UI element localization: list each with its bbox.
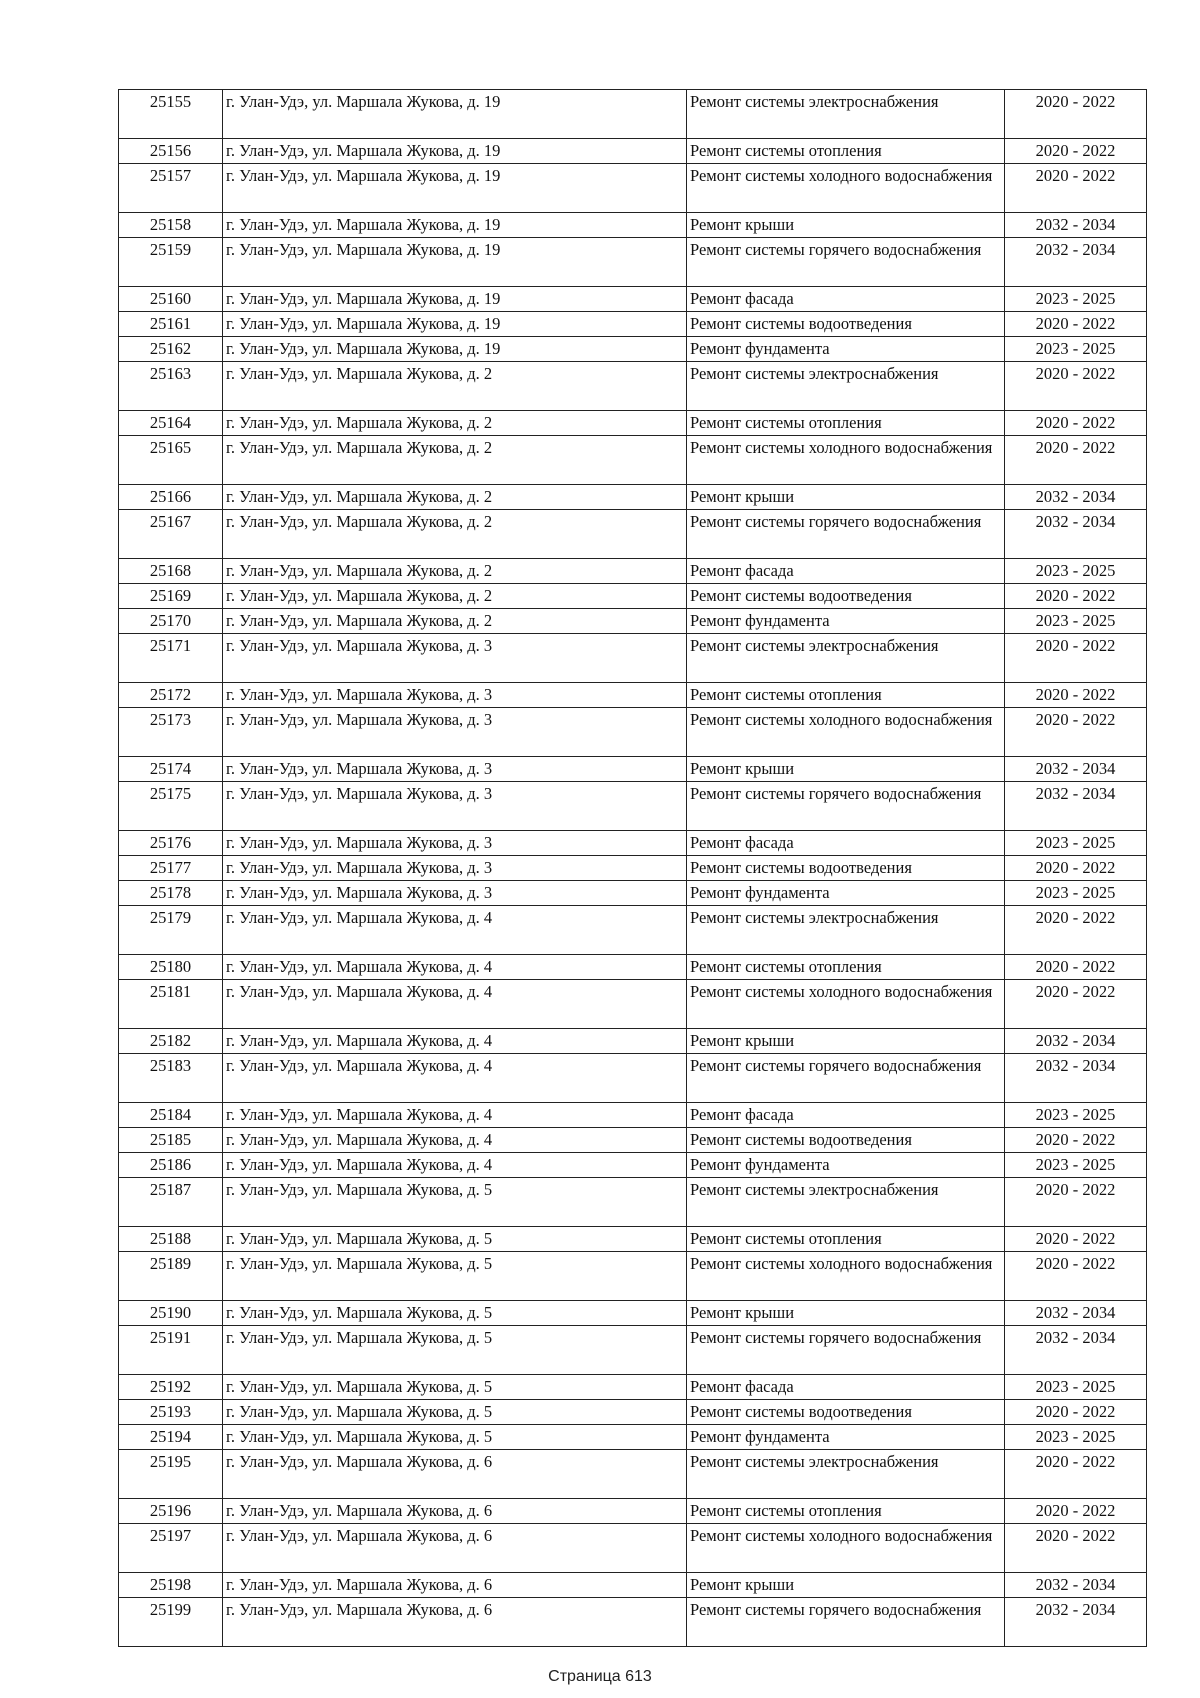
row-period: 2023 - 2025 — [1005, 831, 1147, 856]
row-address: г. Улан-Удэ, ул. Маршала Жукова, д. 5 — [223, 1227, 687, 1252]
row-number: 25167 — [119, 510, 223, 559]
row-address: г. Улан-Удэ, ул. Маршала Жукова, д. 4 — [223, 1128, 687, 1153]
row-number: 25183 — [119, 1054, 223, 1103]
row-address: г. Улан-Удэ, ул. Маршала Жукова, д. 3 — [223, 757, 687, 782]
table-row — [119, 1103, 1147, 1128]
row-address: г. Улан-Удэ, ул. Маршала Жукова, д. 2 — [223, 485, 687, 510]
row-work-type: Ремонт системы водоотведения — [687, 1128, 1005, 1153]
row-work-type: Ремонт фасада — [687, 831, 1005, 856]
row-period: 2020 - 2022 — [1005, 634, 1147, 683]
table-row — [119, 485, 1147, 510]
row-address: г. Улан-Удэ, ул. Маршала Жукова, д. 3 — [223, 856, 687, 881]
page-number: Страница 613 — [548, 1668, 652, 1685]
row-period: 2032 - 2034 — [1005, 757, 1147, 782]
row-address: г. Улан-Удэ, ул. Маршала Жукова, д. 6 — [223, 1450, 687, 1499]
table-row — [119, 90, 1147, 139]
row-period: 2032 - 2034 — [1005, 1598, 1147, 1647]
row-number: 25180 — [119, 955, 223, 980]
row-work-type: Ремонт системы холодного водоснабжения — [687, 1252, 1005, 1301]
table-row — [119, 584, 1147, 609]
row-period: 2023 - 2025 — [1005, 287, 1147, 312]
table-row — [119, 1400, 1147, 1425]
row-work-type: Ремонт системы отопления — [687, 683, 1005, 708]
row-work-type: Ремонт системы электроснабжения — [687, 906, 1005, 955]
row-work-type: Ремонт системы отопления — [687, 1227, 1005, 1252]
row-period: 2023 - 2025 — [1005, 1375, 1147, 1400]
row-period: 2023 - 2025 — [1005, 1103, 1147, 1128]
row-number: 25176 — [119, 831, 223, 856]
row-period: 2020 - 2022 — [1005, 683, 1147, 708]
row-work-type: Ремонт системы горячего водоснабжения — [687, 1326, 1005, 1375]
row-address: г. Улан-Удэ, ул. Маршала Жукова, д. 3 — [223, 782, 687, 831]
row-number: 25157 — [119, 164, 223, 213]
table-row — [119, 1524, 1147, 1573]
row-work-type: Ремонт фасада — [687, 287, 1005, 312]
row-work-type: Ремонт крыши — [687, 1573, 1005, 1598]
row-number: 25156 — [119, 139, 223, 164]
row-address: г. Улан-Удэ, ул. Маршала Жукова, д. 19 — [223, 238, 687, 287]
row-number: 25194 — [119, 1425, 223, 1450]
row-work-type: Ремонт системы водоотведения — [687, 1400, 1005, 1425]
row-work-type: Ремонт системы отопления — [687, 1499, 1005, 1524]
row-address: г. Улан-Удэ, ул. Маршала Жукова, д. 2 — [223, 411, 687, 436]
row-work-type: Ремонт крыши — [687, 1029, 1005, 1054]
row-work-type: Ремонт системы холодного водоснабжения — [687, 436, 1005, 485]
table-row — [119, 1326, 1147, 1375]
row-number: 25166 — [119, 485, 223, 510]
row-period: 2020 - 2022 — [1005, 436, 1147, 485]
table-row — [119, 1499, 1147, 1524]
row-period: 2020 - 2022 — [1005, 1128, 1147, 1153]
row-number: 25197 — [119, 1524, 223, 1573]
table-row — [119, 213, 1147, 238]
row-period: 2020 - 2022 — [1005, 584, 1147, 609]
row-period: 2023 - 2025 — [1005, 1153, 1147, 1178]
row-work-type: Ремонт системы отопления — [687, 955, 1005, 980]
row-address: г. Улан-Удэ, ул. Маршала Жукова, д. 5 — [223, 1301, 687, 1326]
row-work-type: Ремонт системы электроснабжения — [687, 634, 1005, 683]
row-work-type: Ремонт системы горячего водоснабжения — [687, 510, 1005, 559]
row-work-type: Ремонт системы горячего водоснабжения — [687, 238, 1005, 287]
row-period: 2020 - 2022 — [1005, 164, 1147, 213]
row-number: 25198 — [119, 1573, 223, 1598]
row-work-type: Ремонт фундамента — [687, 337, 1005, 362]
row-number: 25164 — [119, 411, 223, 436]
row-number: 25163 — [119, 362, 223, 411]
row-period: 2023 - 2025 — [1005, 559, 1147, 584]
row-number: 25177 — [119, 856, 223, 881]
row-address: г. Улан-Удэ, ул. Маршала Жукова, д. 6 — [223, 1499, 687, 1524]
row-period: 2020 - 2022 — [1005, 1524, 1147, 1573]
table-row — [119, 164, 1147, 213]
table-row — [119, 139, 1147, 164]
table-row — [119, 708, 1147, 757]
row-address: г. Улан-Удэ, ул. Маршала Жукова, д. 5 — [223, 1252, 687, 1301]
row-period: 2020 - 2022 — [1005, 90, 1147, 139]
row-address: г. Улан-Удэ, ул. Маршала Жукова, д. 5 — [223, 1375, 687, 1400]
row-address: г. Улан-Удэ, ул. Маршала Жукова, д. 19 — [223, 139, 687, 164]
row-number: 25186 — [119, 1153, 223, 1178]
row-period: 2020 - 2022 — [1005, 362, 1147, 411]
row-number: 25188 — [119, 1227, 223, 1252]
table-row — [119, 757, 1147, 782]
row-work-type: Ремонт фасада — [687, 559, 1005, 584]
table-row — [119, 312, 1147, 337]
row-number: 25178 — [119, 881, 223, 906]
table-row — [119, 906, 1147, 955]
row-number: 25159 — [119, 238, 223, 287]
row-period: 2032 - 2034 — [1005, 510, 1147, 559]
row-work-type: Ремонт системы отопления — [687, 411, 1005, 436]
row-work-type: Ремонт системы горячего водоснабжения — [687, 1598, 1005, 1647]
row-period: 2020 - 2022 — [1005, 1178, 1147, 1227]
row-work-type: Ремонт фасада — [687, 1375, 1005, 1400]
row-number: 25174 — [119, 757, 223, 782]
row-period: 2032 - 2034 — [1005, 1301, 1147, 1326]
row-period: 2032 - 2034 — [1005, 1029, 1147, 1054]
table-row — [119, 436, 1147, 485]
table-row — [119, 1153, 1147, 1178]
table-row — [119, 287, 1147, 312]
table-row — [119, 1301, 1147, 1326]
row-period: 2020 - 2022 — [1005, 955, 1147, 980]
table-row — [119, 1178, 1147, 1227]
table-row — [119, 238, 1147, 287]
table-row — [119, 980, 1147, 1029]
row-work-type: Ремонт фундамента — [687, 1425, 1005, 1450]
row-address: г. Улан-Удэ, ул. Маршала Жукова, д. 2 — [223, 362, 687, 411]
row-number: 25185 — [119, 1128, 223, 1153]
row-work-type: Ремонт системы горячего водоснабжения — [687, 1054, 1005, 1103]
row-work-type: Ремонт системы водоотведения — [687, 584, 1005, 609]
row-address: г. Улан-Удэ, ул. Маршала Жукова, д. 2 — [223, 584, 687, 609]
row-number: 25196 — [119, 1499, 223, 1524]
row-address: г. Улан-Удэ, ул. Маршала Жукова, д. 4 — [223, 1103, 687, 1128]
row-period: 2032 - 2034 — [1005, 238, 1147, 287]
row-number: 25182 — [119, 1029, 223, 1054]
row-address: г. Улан-Удэ, ул. Маршала Жукова, д. 5 — [223, 1178, 687, 1227]
row-number: 25168 — [119, 559, 223, 584]
table-body — [119, 90, 1147, 1647]
table-row — [119, 337, 1147, 362]
row-address: г. Улан-Удэ, ул. Маршала Жукова, д. 19 — [223, 312, 687, 337]
table-row — [119, 1029, 1147, 1054]
row-address: г. Улан-Удэ, ул. Маршала Жукова, д. 2 — [223, 510, 687, 559]
repair-schedule-table — [118, 89, 1147, 1647]
row-number: 25161 — [119, 312, 223, 337]
row-work-type: Ремонт крыши — [687, 757, 1005, 782]
row-period: 2020 - 2022 — [1005, 708, 1147, 757]
row-work-type: Ремонт фундамента — [687, 609, 1005, 634]
row-address: г. Улан-Удэ, ул. Маршала Жукова, д. 2 — [223, 609, 687, 634]
row-period: 2020 - 2022 — [1005, 1499, 1147, 1524]
table-row — [119, 1252, 1147, 1301]
row-work-type: Ремонт системы холодного водоснабжения — [687, 980, 1005, 1029]
row-period: 2023 - 2025 — [1005, 1425, 1147, 1450]
row-number: 25187 — [119, 1178, 223, 1227]
row-address: г. Улан-Удэ, ул. Маршала Жукова, д. 4 — [223, 980, 687, 1029]
row-number: 25179 — [119, 906, 223, 955]
row-work-type: Ремонт фундамента — [687, 881, 1005, 906]
row-number: 25160 — [119, 287, 223, 312]
row-number: 25184 — [119, 1103, 223, 1128]
row-address: г. Улан-Удэ, ул. Маршала Жукова, д. 3 — [223, 881, 687, 906]
table-row — [119, 683, 1147, 708]
row-address: г. Улан-Удэ, ул. Маршала Жукова, д. 3 — [223, 708, 687, 757]
row-address: г. Улан-Удэ, ул. Маршала Жукова, д. 2 — [223, 559, 687, 584]
row-period: 2020 - 2022 — [1005, 1227, 1147, 1252]
row-period: 2023 - 2025 — [1005, 337, 1147, 362]
row-number: 25190 — [119, 1301, 223, 1326]
row-address: г. Улан-Удэ, ул. Маршала Жукова, д. 4 — [223, 1029, 687, 1054]
row-address: г. Улан-Удэ, ул. Маршала Жукова, д. 4 — [223, 955, 687, 980]
row-work-type: Ремонт крыши — [687, 213, 1005, 238]
row-period: 2032 - 2034 — [1005, 1326, 1147, 1375]
row-number: 25193 — [119, 1400, 223, 1425]
table-row — [119, 559, 1147, 584]
row-period: 2020 - 2022 — [1005, 1252, 1147, 1301]
table-row — [119, 1450, 1147, 1499]
row-work-type: Ремонт системы холодного водоснабжения — [687, 1524, 1005, 1573]
row-period: 2032 - 2034 — [1005, 782, 1147, 831]
row-address: г. Улан-Удэ, ул. Маршала Жукова, д. 6 — [223, 1598, 687, 1647]
row-period: 2020 - 2022 — [1005, 411, 1147, 436]
row-address: г. Улан-Удэ, ул. Маршала Жукова, д. 5 — [223, 1326, 687, 1375]
table-row — [119, 1425, 1147, 1450]
table-row — [119, 782, 1147, 831]
row-address: г. Улан-Удэ, ул. Маршала Жукова, д. 5 — [223, 1400, 687, 1425]
row-work-type: Ремонт системы водоотведения — [687, 856, 1005, 881]
row-address: г. Улан-Удэ, ул. Маршала Жукова, д. 19 — [223, 337, 687, 362]
row-number: 25175 — [119, 782, 223, 831]
row-number: 25162 — [119, 337, 223, 362]
table-row — [119, 881, 1147, 906]
row-work-type: Ремонт системы водоотведения — [687, 312, 1005, 337]
row-address: г. Улан-Удэ, ул. Маршала Жукова, д. 19 — [223, 164, 687, 213]
row-number: 25155 — [119, 90, 223, 139]
row-period: 2023 - 2025 — [1005, 609, 1147, 634]
row-address: г. Улан-Удэ, ул. Маршала Жукова, д. 19 — [223, 213, 687, 238]
row-period: 2032 - 2034 — [1005, 485, 1147, 510]
table-row — [119, 634, 1147, 683]
row-period: 2023 - 2025 — [1005, 881, 1147, 906]
row-number: 25191 — [119, 1326, 223, 1375]
row-work-type: Ремонт системы отопления — [687, 139, 1005, 164]
row-number: 25169 — [119, 584, 223, 609]
table-row — [119, 831, 1147, 856]
row-number: 25173 — [119, 708, 223, 757]
row-number: 25189 — [119, 1252, 223, 1301]
table-row — [119, 1227, 1147, 1252]
row-period: 2020 - 2022 — [1005, 980, 1147, 1029]
row-number: 25172 — [119, 683, 223, 708]
row-work-type: Ремонт системы холодного водоснабжения — [687, 164, 1005, 213]
row-address: г. Улан-Удэ, ул. Маршала Жукова, д. 6 — [223, 1524, 687, 1573]
table-row — [119, 1128, 1147, 1153]
row-address: г. Улан-Удэ, ул. Маршала Жукова, д. 3 — [223, 683, 687, 708]
row-work-type: Ремонт системы электроснабжения — [687, 1178, 1005, 1227]
row-address: г. Улан-Удэ, ул. Маршала Жукова, д. 3 — [223, 831, 687, 856]
row-address: г. Улан-Удэ, ул. Маршала Жукова, д. 4 — [223, 1153, 687, 1178]
row-period: 2020 - 2022 — [1005, 1400, 1147, 1425]
table-row — [119, 510, 1147, 559]
row-number: 25192 — [119, 1375, 223, 1400]
row-period: 2020 - 2022 — [1005, 1450, 1147, 1499]
row-address: г. Улан-Удэ, ул. Маршала Жукова, д. 19 — [223, 90, 687, 139]
row-number: 25158 — [119, 213, 223, 238]
row-number: 25199 — [119, 1598, 223, 1647]
row-number: 25170 — [119, 609, 223, 634]
row-period: 2020 - 2022 — [1005, 312, 1147, 337]
row-period: 2020 - 2022 — [1005, 906, 1147, 955]
table-row — [119, 1598, 1147, 1647]
row-address: г. Улан-Удэ, ул. Маршала Жукова, д. 2 — [223, 436, 687, 485]
table-row — [119, 411, 1147, 436]
row-period: 2020 - 2022 — [1005, 139, 1147, 164]
table-row — [119, 955, 1147, 980]
row-address: г. Улан-Удэ, ул. Маршала Жукова, д. 6 — [223, 1573, 687, 1598]
row-period: 2020 - 2022 — [1005, 856, 1147, 881]
row-number: 25195 — [119, 1450, 223, 1499]
row-period: 2032 - 2034 — [1005, 213, 1147, 238]
row-period: 2032 - 2034 — [1005, 1054, 1147, 1103]
row-work-type: Ремонт системы холодного водоснабжения — [687, 708, 1005, 757]
row-work-type: Ремонт крыши — [687, 485, 1005, 510]
table-row — [119, 609, 1147, 634]
row-work-type: Ремонт системы электроснабжения — [687, 90, 1005, 139]
table-row — [119, 1054, 1147, 1103]
row-number: 25165 — [119, 436, 223, 485]
table-row — [119, 856, 1147, 881]
row-address: г. Улан-Удэ, ул. Маршала Жукова, д. 4 — [223, 906, 687, 955]
row-number: 25181 — [119, 980, 223, 1029]
row-work-type: Ремонт крыши — [687, 1301, 1005, 1326]
table-row — [119, 1573, 1147, 1598]
row-work-type: Ремонт фасада — [687, 1103, 1005, 1128]
row-address: г. Улан-Удэ, ул. Маршала Жукова, д. 4 — [223, 1054, 687, 1103]
row-number: 25171 — [119, 634, 223, 683]
row-work-type: Ремонт системы электроснабжения — [687, 362, 1005, 411]
row-address: г. Улан-Удэ, ул. Маршала Жукова, д. 3 — [223, 634, 687, 683]
row-period: 2032 - 2034 — [1005, 1573, 1147, 1598]
row-work-type: Ремонт системы электроснабжения — [687, 1450, 1005, 1499]
table-row — [119, 362, 1147, 411]
table-row — [119, 1375, 1147, 1400]
row-work-type: Ремонт фундамента — [687, 1153, 1005, 1178]
row-work-type: Ремонт системы горячего водоснабжения — [687, 782, 1005, 831]
row-address: г. Улан-Удэ, ул. Маршала Жукова, д. 5 — [223, 1425, 687, 1450]
row-address: г. Улан-Удэ, ул. Маршала Жукова, д. 19 — [223, 287, 687, 312]
